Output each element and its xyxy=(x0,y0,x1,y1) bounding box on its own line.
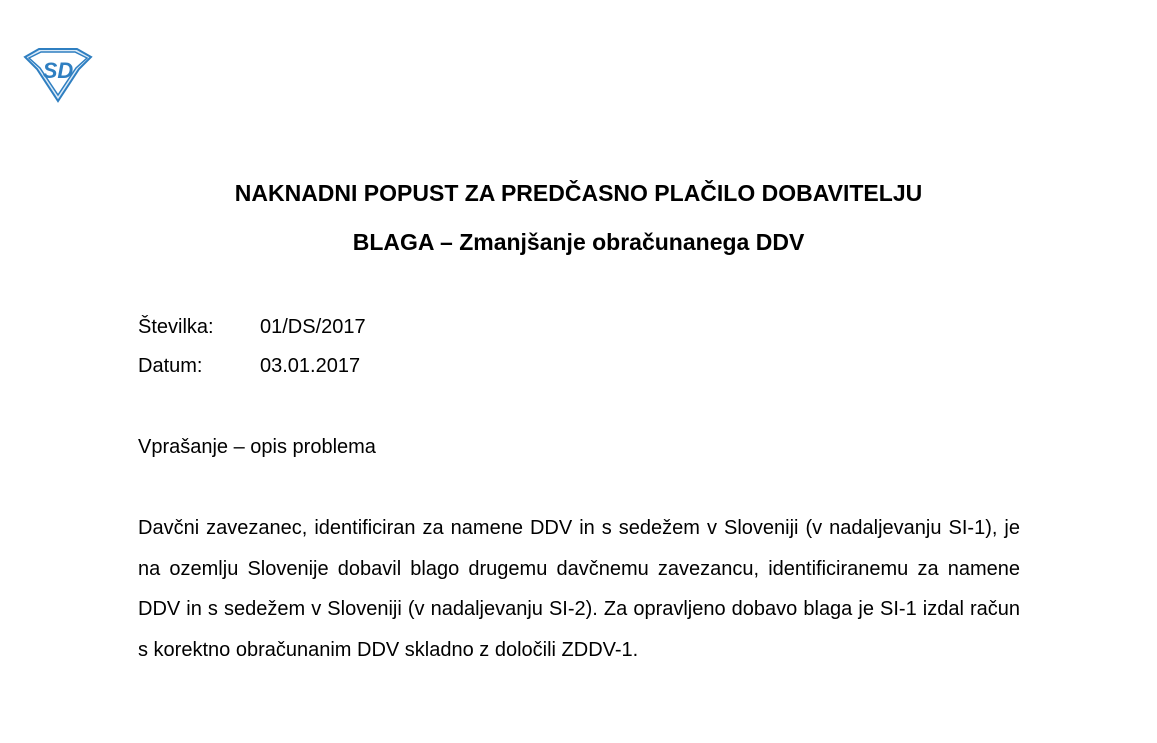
document-title-line-2: BLAGA – Zmanjšanje obračunanega DDV xyxy=(352,229,805,255)
document-title-line-1: NAKNADNI POPUST ZA PREDČASNO PLAČILO DOBAVITELJU xyxy=(234,180,923,206)
sd-shield-logo-icon xyxy=(21,45,95,105)
document-number-label: Številka: xyxy=(138,316,214,338)
document-number-value: 01/DS/2017 xyxy=(260,316,366,338)
body-paragraph: Davčni zavezanec, identificiran za namene DDV in s sedežem v Sloveniji (v nadaljevanju SI-1), je na ozemlju Slovenije dobavil blago drugemu davčnemu zavezancu, identificiranemu za namene DDV in s sedežem v Sloveniji (v nadaljevanju SI-2). Za opravljeno dobavo blaga je SI-1 izdal račun s korektno obračunanim DDV skladno z določili ZDDV-1. xyxy=(138,517,1020,661)
question-heading: Vprašanje – opis problema xyxy=(138,436,376,458)
document-date-row xyxy=(138,354,360,378)
document-number-row xyxy=(138,315,366,339)
document-date-value: 03.01.2017 xyxy=(260,355,361,377)
document-date-label: Datum: xyxy=(138,355,203,377)
logo-lettering: SD xyxy=(42,58,74,83)
